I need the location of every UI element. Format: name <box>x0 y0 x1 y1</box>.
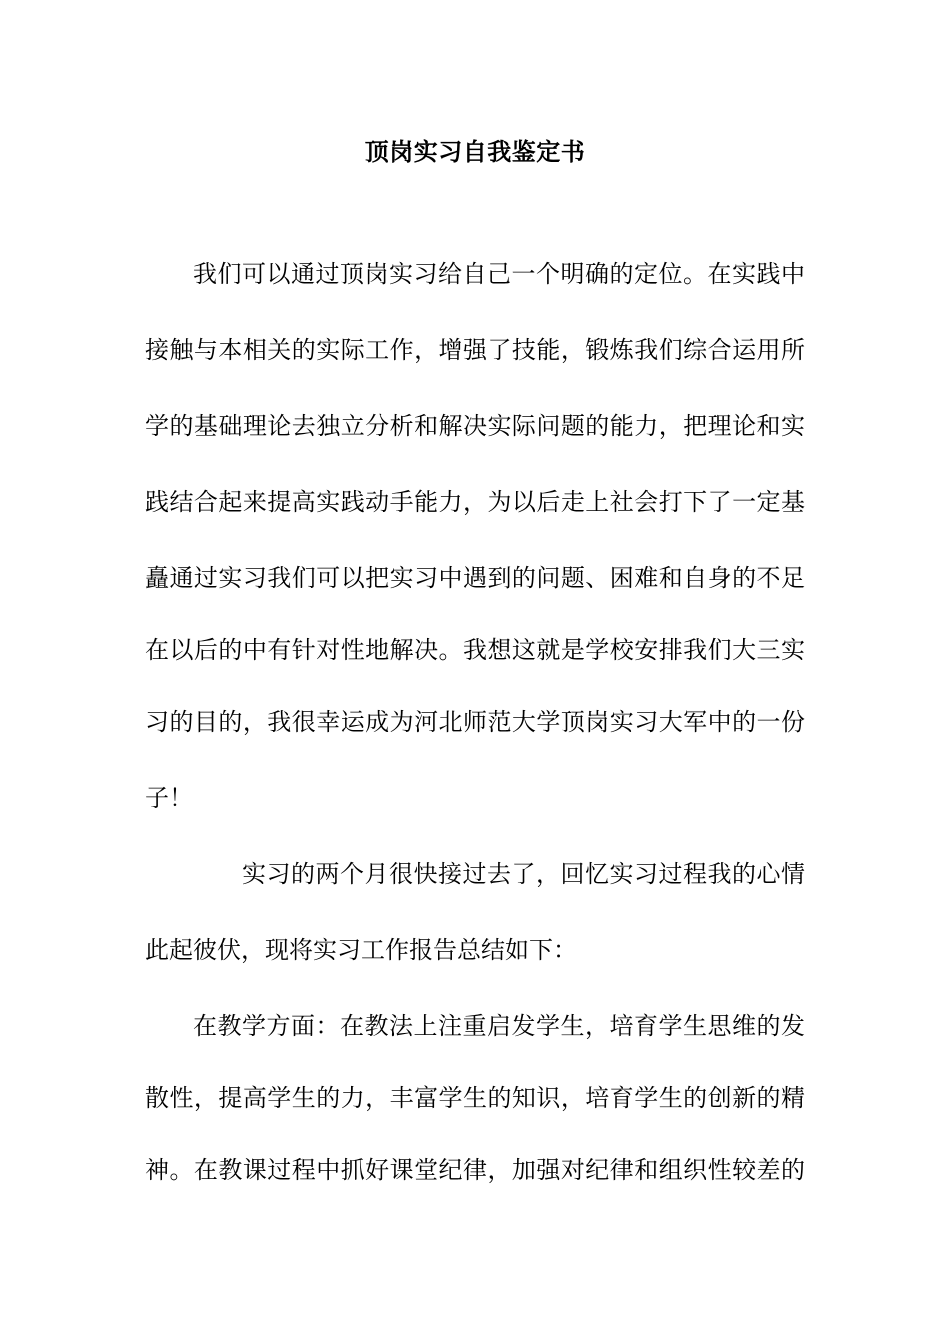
paragraph-line: 矗通过实习我们可以把实习中遇到的问题、困难和自身的不足 <box>145 564 805 592</box>
paragraph-line: 习的目的，我很幸运成为河北师范大学顶岗实习大军中的一份 <box>145 708 805 736</box>
paragraph-line: 神。在教课过程中抓好课堂纪律，加强对纪律和组织性较差的 <box>145 1156 805 1184</box>
paragraph-line: 学的基础理论去独立分析和解决实际问题的能力，把理论和实 <box>145 412 805 440</box>
paragraph-line: 我们可以通过顶岗实习给自己一个明确的定位。在实践中 <box>193 260 805 288</box>
paragraph-line: 在教学方面：在教法上注重启发学生，培育学生思维的发 <box>193 1012 805 1040</box>
paragraph-line: 子！ <box>145 784 193 812</box>
document-title: 顶岗实习自我鉴定书 <box>364 137 586 166</box>
paragraph-line: 实习的两个月很快接过去了，回忆实习过程我的心情 <box>242 860 805 888</box>
paragraph-line: 散性，提高学生的力，丰富学生的知识，培育学生的创新的精 <box>145 1084 805 1112</box>
paragraph-line: 践结合起来提高实践动手能力，为以后走上社会打下了一定基 <box>145 488 805 516</box>
paragraph-line: 此起彼伏，现将实习工作报告总结如下： <box>145 936 577 964</box>
paragraph-line: 在以后的中有针对性地解决。我想这就是学校安排我们大三实 <box>145 636 805 664</box>
paragraph-line: 接触与本相关的实际工作，增强了技能，锻炼我们综合运用所 <box>145 336 805 364</box>
